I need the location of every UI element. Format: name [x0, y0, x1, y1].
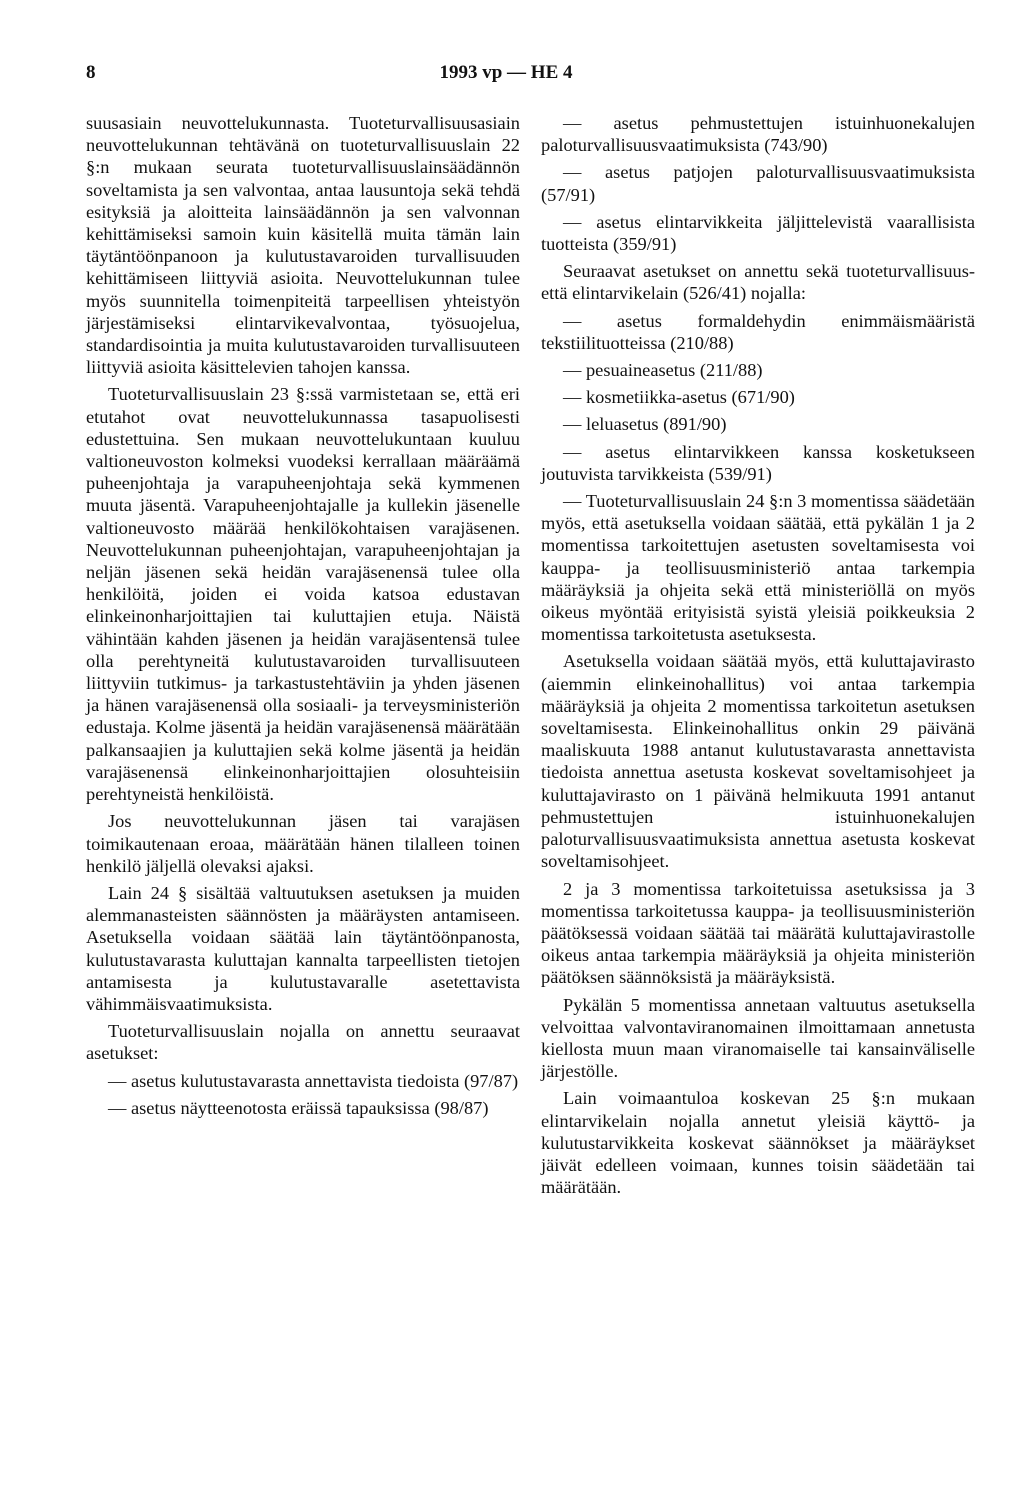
list-item: — asetus pehmustettujen istuinhuonekalujen paloturvallisuusvaatimuksista (743/90): [541, 113, 975, 156]
list-item: — Tuoteturvallisuuslain 24 §:n 3 momentissa säädetään myös, että asetuksella voidaan säätää, että pykälän 1 ja 2 momentissa tarkoitettujen asetusten soveltamisesta voi kauppa- ja teollisuusministeriö antaa tarkempia määräyksiä ja ohjeita sekä että ministeriöllä on myös oikeus myöntää erityisistä syistä yleisiä poikkeuksia 2 momentissa tarkoitetusta asetuksesta.: [541, 491, 975, 645]
list-item: — leluasetus (891/90): [563, 414, 727, 435]
list-item: — pesuaineasetus (211/88): [563, 360, 763, 381]
list-item: — asetus näytteenotosta eräissä tapauksissa (98/87): [108, 1097, 489, 1118]
page-header: [86, 62, 926, 92]
paragraph: Asetuksella voidaan säätää myös, että kuluttajavirasto (aiemmin elinkeinohallitus) voi antaa tarkempia määräyksiä ja ohjeita 2 momentissa tarkoitetun asetuksen soveltamisesta. Elinkeinohallitus onkin 29 päivänä maaliskuuta 1988 antanut kulutustavarasta annettavista tiedoista annettua asetusta koskevat soveltamisohjeet ja kuluttajavirasto on 1 päivänä helmikuuta 1991 antanut pehmustettujen istuinhuonekalujen paloturvallisuusvaatimuksista annettua asetusta koskevat soveltamisohjeet.: [541, 651, 975, 872]
list-item: — asetus formaldehydin enimmäismääristä tekstiilituotteissa (210/88): [541, 310, 975, 353]
page-number: 8: [86, 62, 96, 83]
right-column: [541, 112, 975, 1203]
paragraph: 2 ja 3 momentissa tarkoitetuissa asetuksissa ja 3 momentissa tarkoitetussa kauppa- ja teollisuusministeriön päätöksessä voidaan säätää tai määrätä kuluttajavirastolle oikeus antaa tarkempia määräyksiä ja ohjeita ministeriön päätöksen säännöksistä ja määräyksistä.: [541, 878, 975, 988]
paragraph: Seuraavat asetukset on annettu sekä tuoteturvallisuus- että elintarvikelain (526/41) nojalla:: [541, 261, 975, 304]
list-item: — asetus kulutustavarasta annettavista tiedoista (97/87): [108, 1070, 519, 1091]
paragraph: Pykälän 5 momentissa annetaan valtuutus asetuksella velvoittaa valvontaviranomainen ilmoittamaan annetusta kiellosta muun maan viranomaiselle tai kansainväliselle järjestölle.: [541, 994, 975, 1082]
paragraph: Tuoteturvallisuuslain nojalla on annettu seuraavat asetukset:: [86, 1021, 520, 1064]
list-item: — asetus elintarvikkeita jäljittelevistä vaarallisista tuotteista (359/91): [541, 211, 975, 255]
paragraph: Tuoteturvallisuuslain 23 §:ssä varmistetaan se, että eri etutahot ovat neuvottelukunnassa tasapuolisesti edustettuina. Sen mukaan neuvottelukuntaan kuuluu valtioneuvoston kolmeksi vuodeksi kerrallaan määräämä puheenjohtaja ja varapuheenjohtaja sekä kymmenen muuta jäsentä. Varapuheenjohtajalle ja kullekin jäsenelle valtioneuvosto määrää henkilökohtaisen varajäsenen. Neuvottelukunnan puheenjohtajan, varapuheenjohtajan ja neljän jäsenen sekä heidän varajäsenensä tulee olla henkilöitä, joiden ei voida katsoa edustavan elinkeinonharjoittajien tai kuluttajien etuja. Näistä vähintään kahden jäsenen ja heidän varajäsentensä tulee olla perehtyneitä kulutustavaroiden turvallisuuteen liittyviin tutkimus- ja tarkastustehtäviin ja yhden jäsenen ja hänen varajäsenensä olla sosiaali- ja terveysministeriön edustaja. Kolme jäsentä ja heidän varajäsenensä määrätään palkansaajien ja kuluttajien sekä kolme jäsentä ja heidän varajäsenensä elinkeinonharjoittajien olosuhteisiin perehtyneistä henkilöistä.: [86, 384, 520, 805]
document-title: 1993 vp — HE 4: [439, 62, 573, 83]
left-column: [86, 112, 520, 1124]
paragraph: suusasiain neuvottelukunnasta. Tuoteturvallisuusasiain neuvottelukunnan tehtävänä on tuoteturvallisuuslain 22 §:n mukaan seurata tuoteturvallisuuslainsäädännön soveltamista ja sen valvontaa, antaa lausuntoja sekä tehdä esityksiä ja aloitteita lainsäädännön ja sen valvonnan kehittämiseksi samoin kuin käsitellä muita tämän lain täytäntöönpanoon ja kulutustavaroiden turvallisuuden kehittämiseen liittyviä asioita. Neuvottelukunnan tulee myös suunnitella toimenpiteitä tarpeellisen yhteistyön järjestämiseksi elintarvikevalvontaa, työsuojelua, standardisointia ja muita kulutustavaroiden turvallisuuteen liittyviä asioita käsittelevien tahojen kanssa.: [86, 113, 520, 378]
list-item: — asetus elintarvikkeen kanssa kosketukseen joutuvista tarvikkeista (539/91): [541, 441, 975, 484]
list-item: — kosmetiikka-asetus (671/90): [563, 387, 795, 408]
paragraph: Lain voimaantuloa koskevan 25 §:n mukaan elintarvikelain nojalla annetut yleisiä käyttö- ja kulutustarvikkeita koskevat säännökset ja määräykset jäivät edelleen voimaan, kunnes toisin säädetään tai määrätään.: [541, 1088, 975, 1198]
list-item: — asetus patjojen paloturvallisuusvaatimuksista (57/91): [541, 162, 975, 205]
paragraph: Lain 24 § sisältää valtuutuksen asetuksen ja muiden alemmanasteisten säännösten ja määräysten antamiseen. Asetuksella voidaan säätää lain täytäntöönpanosta, kulutustavarasta kuluttajan kannalta tarpeellisten tietojen antamisesta ja kulutustavaralle asetettavista vähimmäisvaatimuksista.: [86, 882, 520, 1014]
paragraph: Jos neuvottelukunnan jäsen tai varajäsen toimikautenaan eroaa, määrätään hänen tilalleen toinen henkilö jäljellä olevaksi ajaksi.: [86, 811, 520, 876]
